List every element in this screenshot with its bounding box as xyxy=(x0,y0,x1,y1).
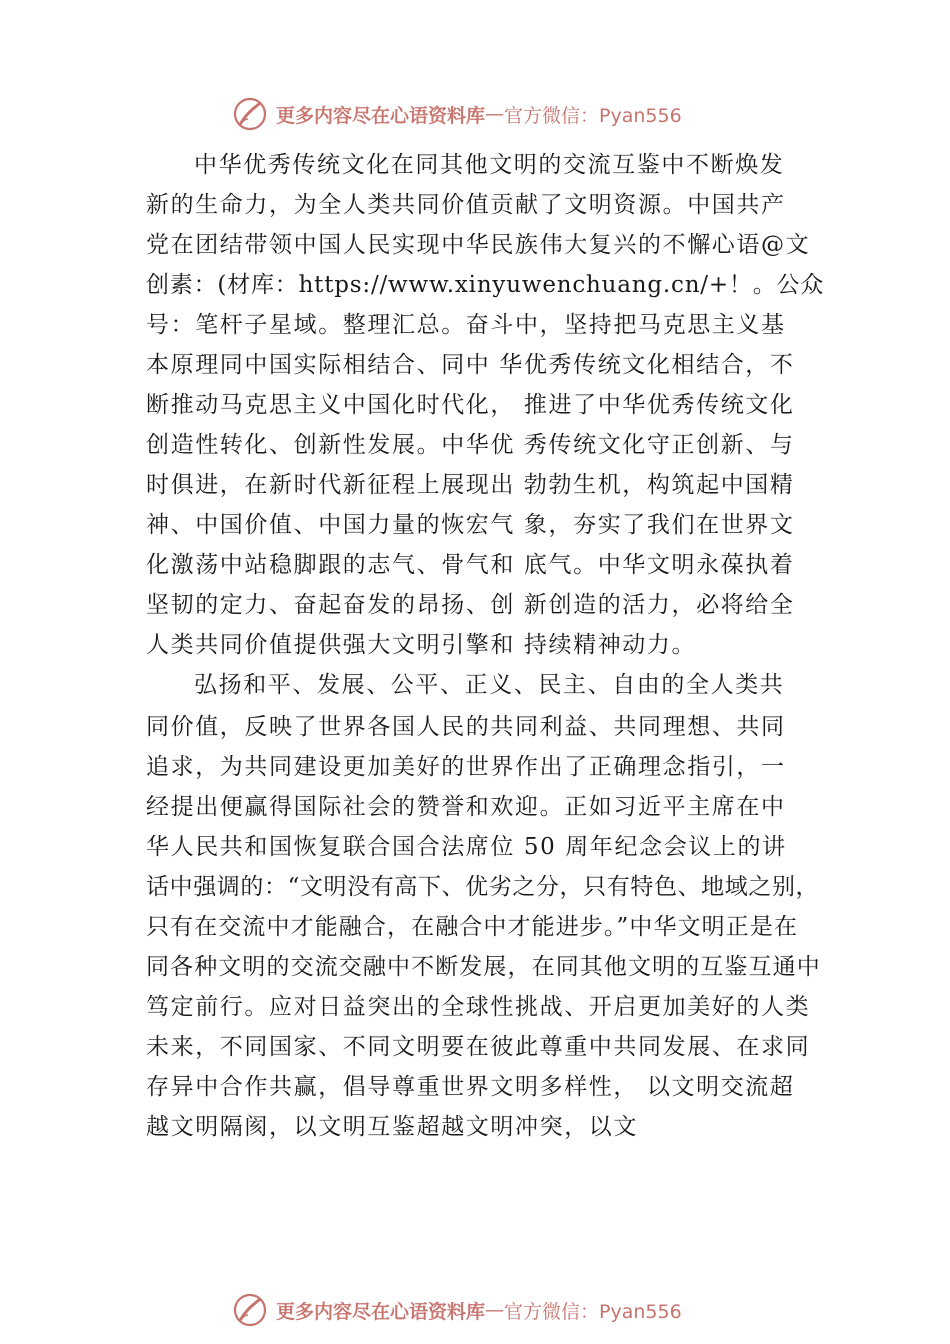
text-line: 坚韧的定力、奋起奋发的昂扬、创 新创造的活力，必将给全 xyxy=(146,592,795,618)
footer-banner xyxy=(232,1290,682,1330)
banner-title: 更多内容尽在心语资料库 xyxy=(276,104,486,127)
brush-logo-icon xyxy=(232,1292,268,1328)
text-line: 同价值，反映了世界各国人民的共同利益、共同理想、共同 xyxy=(146,714,786,740)
text-line: 追求，为共同建设更加美好的世界作出了正确理念指引，一 xyxy=(146,754,786,780)
brush-logo-icon xyxy=(232,96,268,132)
banner-wechat: 官方微信：Pyan556 xyxy=(504,1300,682,1323)
header-banner xyxy=(232,94,682,134)
text-line: 断推动马克思主义中国化时代化， 推进了中华优秀传统文化 xyxy=(146,392,795,418)
text-line: 华人民共和国恢复联合国合法席位 50 周年纪念会议上的讲 xyxy=(146,834,787,860)
text-line: 越文明隔阂，以文明互鉴超越文明冲突，以文 xyxy=(146,1114,638,1140)
text-line: 同各种文明的交流交融中不断发展，在同其他文明的互鉴互通中 xyxy=(146,954,821,980)
text-line: 时俱进，在新时代新征程上展现出 勃勃生机，构筑起中国精 xyxy=(146,472,795,498)
text-line: 号：笔杆子星域。整理汇总。奋斗中，坚持把马克思主义基 xyxy=(146,312,786,338)
text-line: 经提出便赢得国际社会的赞誉和欢迎。正如习近平主席在中 xyxy=(146,794,786,820)
text-line: 化激荡中站稳脚跟的志气、骨气和 底气。中华文明永葆执着 xyxy=(146,552,795,578)
banner-wechat: 官方微信：Pyan556 xyxy=(504,104,682,127)
text-line: 神、中国价值、中国力量的恢宏气 象，夯实了我们在世界文 xyxy=(146,512,795,538)
banner-title: 更多内容尽在心语资料库 xyxy=(276,1300,486,1323)
text-line: 未来，不同国家、不同文明要在彼此尊重中共同发展、在求同 xyxy=(146,1034,811,1060)
text-line: 存异中合作共赢，倡导尊重世界文明多样性， 以文明交流超 xyxy=(146,1074,795,1100)
text-line: 创造性转化、创新性发展。中华优 秀传统文化守正创新、与 xyxy=(146,432,795,458)
text-line: 话中强调的：“文明没有高下、优劣之分，只有特色、地域之别， xyxy=(146,874,820,900)
banner-dash: — xyxy=(485,1299,505,1321)
text-line: 弘扬和平、发展、公平、正义、民主、自由的全人类共 xyxy=(194,672,785,698)
text-line: 党在团结带领中国人民实现中华民族伟大复兴的不懈心语@文 xyxy=(146,232,811,258)
text-line: 创素：(材库：https://www.xinyuwenchuang.cn/+！。公众 xyxy=(146,272,825,298)
text-line: 新的生命力，为全人类共同价值贡献了文明资源。中国共产 xyxy=(146,192,786,218)
text-line: 人类共同价值提供强大文明引擎和 持续精神动力。 xyxy=(146,632,697,658)
text-line: 笃定前行。应对日益突出的全球性挑战、开启更加美好的人类 xyxy=(146,994,811,1020)
text-line: 本原理同中国实际相结合、同中 华优秀传统文化相结合，不 xyxy=(146,352,795,378)
text-line: 只有在交流中才能融合，在融合中才能进步。”中华文明正是在 xyxy=(146,914,799,940)
banner-dash: — xyxy=(485,103,505,125)
text-line: 中华优秀传统文化在同其他文明的交流互鉴中不断焕发 xyxy=(194,152,785,178)
